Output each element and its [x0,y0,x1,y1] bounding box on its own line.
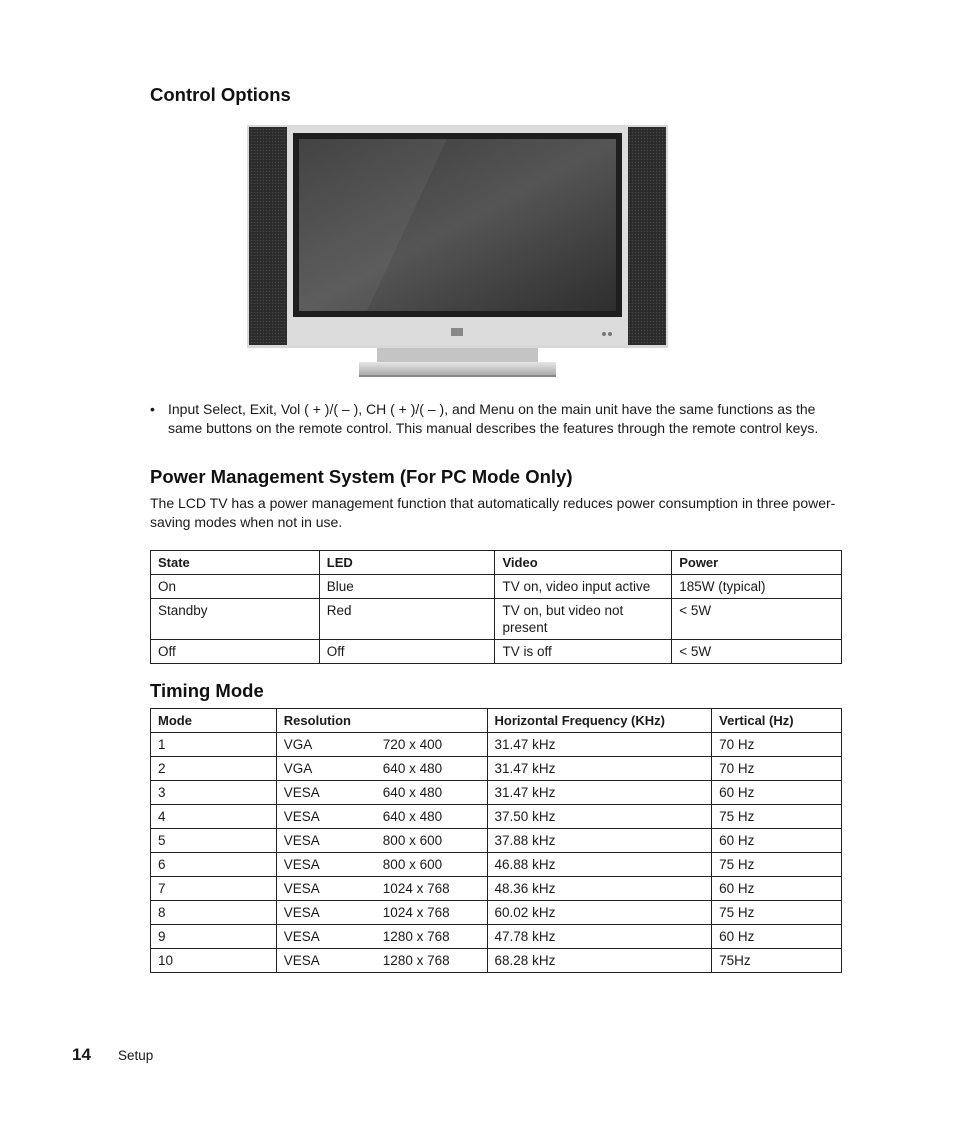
resolution-standard: VESA [283,833,320,848]
control-options-bullet [150,400,845,438]
resolution-size: 640 x 480 [382,809,443,824]
timing-mode-table [150,708,842,973]
column-header: Resolution [276,709,487,733]
vertical-frequency-cell: 75Hz [712,949,842,973]
vertical-frequency-cell: 60 Hz [712,781,842,805]
resolution-size: 640 x 480 [382,761,443,776]
resolution-size: 640 x 480 [382,785,443,800]
table-row [151,805,842,829]
table-row [151,781,842,805]
vertical-frequency-cell: 60 Hz [712,877,842,901]
resolution-size: 1280 x 768 [382,953,450,968]
table-header-row [151,551,842,575]
vertical-frequency-cell: 60 Hz [712,829,842,853]
table-cell: Standby [151,599,320,640]
column-header: Video [495,551,672,575]
resolution-cell [276,829,487,853]
resolution-standard: VESA [283,857,320,872]
horizontal-frequency-cell: 31.47 kHz [487,757,712,781]
mode-cell: 1 [151,733,277,757]
table-cell: On [151,575,320,599]
table-row [151,901,842,925]
horizontal-frequency-cell: 37.88 kHz [487,829,712,853]
vertical-frequency-cell: 75 Hz [712,853,842,877]
mode-cell: 6 [151,853,277,877]
table-row [151,599,842,640]
resolution-size: 1280 x 768 [382,929,450,944]
resolution-size: 1024 x 768 [382,905,450,920]
resolution-standard: VESA [283,881,320,896]
column-header: Horizontal Frequency (KHz) [487,709,712,733]
mode-cell: 9 [151,925,277,949]
mode-cell: 10 [151,949,277,973]
column-header: LED [319,551,495,575]
table-row [151,877,842,901]
resolution-standard: VESA [283,809,320,824]
resolution-size: 800 x 600 [382,833,443,848]
resolution-size: 800 x 600 [382,857,443,872]
mode-cell: 8 [151,901,277,925]
resolution-cell [276,733,487,757]
page-number: 14 [72,1045,91,1064]
bullet-marker: • [150,401,155,417]
vertical-frequency-cell: 75 Hz [712,805,842,829]
control-options-heading: Control Options [150,84,291,105]
column-header: State [151,551,320,575]
horizontal-frequency-cell: 37.50 kHz [487,805,712,829]
column-header: Vertical (Hz) [712,709,842,733]
table-cell: Red [319,599,495,640]
power-management-heading: Power Management System (For PC Mode Only) [150,466,573,487]
horizontal-frequency-cell: 31.47 kHz [487,781,712,805]
vertical-frequency-cell: 70 Hz [712,757,842,781]
resolution-cell [276,781,487,805]
table-cell: Off [319,640,495,664]
table-row [151,575,842,599]
resolution-cell [276,901,487,925]
table-row [151,829,842,853]
horizontal-frequency-cell: 48.36 kHz [487,877,712,901]
resolution-cell [276,757,487,781]
table-cell: Blue [319,575,495,599]
table-cell: TV on, but video not present [495,599,672,640]
horizontal-frequency-cell: 60.02 kHz [487,901,712,925]
resolution-cell [276,877,487,901]
lcd-tv-image [247,125,668,378]
resolution-size: 720 x 400 [382,737,443,752]
timing-mode-heading: Timing Mode [150,680,264,701]
resolution-cell [276,853,487,877]
column-header: Mode [151,709,277,733]
table-row [151,853,842,877]
resolution-standard: VESA [283,905,320,920]
power-management-intro: The LCD TV has a power management function that automatically reduces power consumption in three power-saving modes when not in use. [150,495,836,530]
table-cell: Off [151,640,320,664]
table-cell: < 5W [672,640,842,664]
bullet-text: Input Select, Exit, Vol ( + )/( – ), CH ( + )/( – ), and Menu on the main unit have the same functions as the same buttons on the remote control. This manual describes the features through the remote control keys. [168,401,819,436]
vertical-frequency-cell: 60 Hz [712,925,842,949]
table-cell: TV is off [495,640,672,664]
resolution-standard: VESA [283,953,320,968]
resolution-standard: VESA [283,785,320,800]
horizontal-frequency-cell: 47.78 kHz [487,925,712,949]
resolution-standard: VESA [283,929,320,944]
resolution-standard: VGA [283,761,313,776]
mode-cell: 7 [151,877,277,901]
table-row [151,640,842,664]
mode-cell: 3 [151,781,277,805]
resolution-cell [276,925,487,949]
section-name: Setup [118,1048,154,1063]
horizontal-frequency-cell: 68.28 kHz [487,949,712,973]
vertical-frequency-cell: 70 Hz [712,733,842,757]
vertical-frequency-cell: 75 Hz [712,901,842,925]
horizontal-frequency-cell: 46.88 kHz [487,853,712,877]
table-cell: 185W (typical) [672,575,842,599]
mode-cell: 2 [151,757,277,781]
table-header-row [151,709,842,733]
mode-cell: 5 [151,829,277,853]
power-management-table [150,550,842,664]
resolution-size: 1024 x 768 [382,881,450,896]
mode-cell: 4 [151,805,277,829]
resolution-cell [276,949,487,973]
table-row [151,733,842,757]
table-row [151,757,842,781]
table-cell: < 5W [672,599,842,640]
column-header: Power [672,551,842,575]
table-cell: TV on, video input active [495,575,672,599]
resolution-cell [276,805,487,829]
horizontal-frequency-cell: 31.47 kHz [487,733,712,757]
table-row [151,949,842,973]
table-row [151,925,842,949]
resolution-standard: VGA [283,737,313,752]
